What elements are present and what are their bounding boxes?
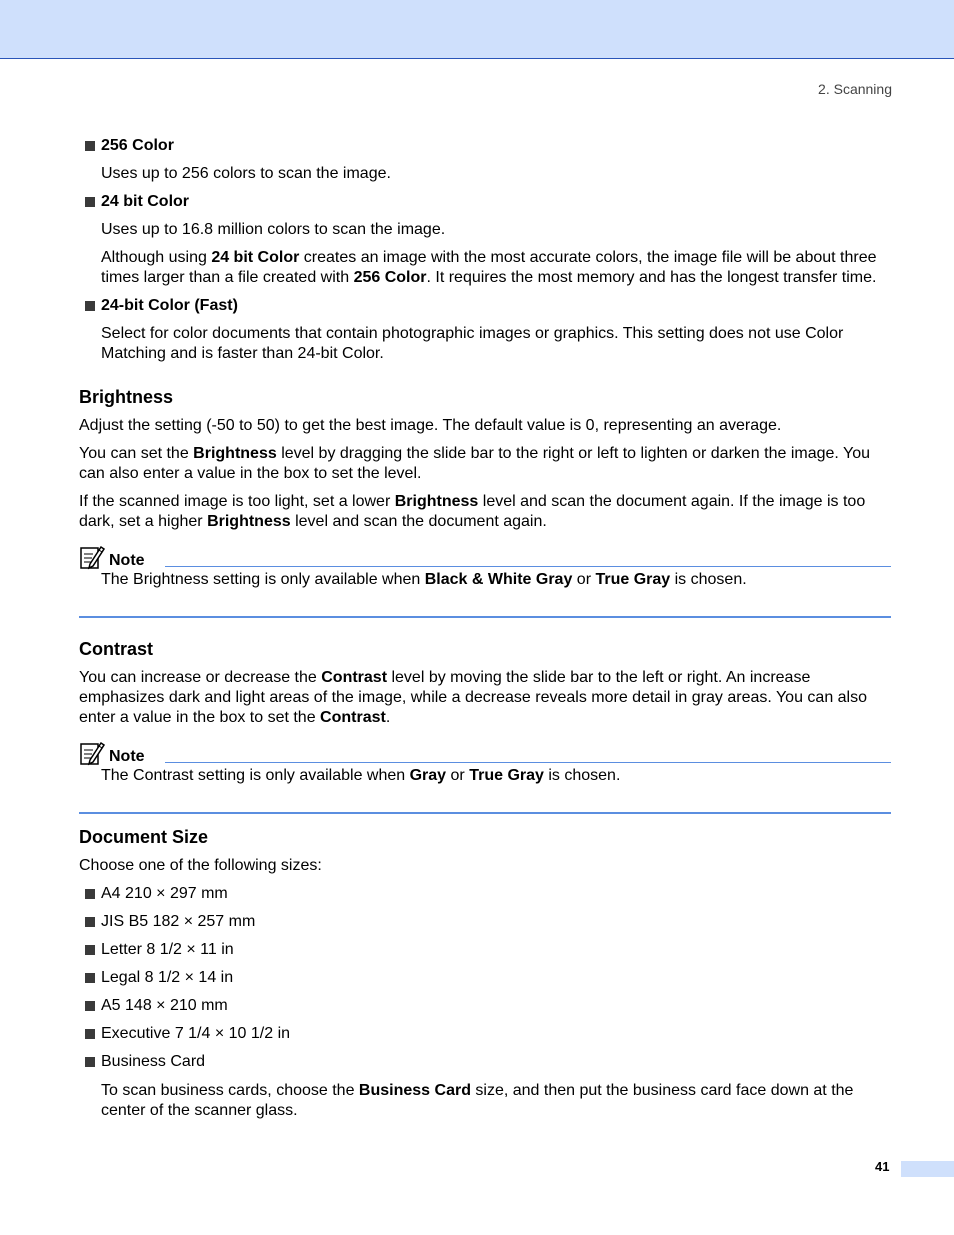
brightness-para-2	[79, 444, 891, 484]
document-size-intro: Choose one of the following sizes:	[79, 857, 322, 874]
page-number: 41	[875, 1159, 890, 1174]
text-run: creates an image with the most accurate colors, the image file will be about three times larger than a file created with	[101, 249, 877, 286]
text-run: level by dragging the slide bar to the right or left to lighten or darken the image. You can also enter a value in the box to set the level.	[79, 445, 871, 482]
note-header	[79, 544, 891, 570]
text-run: The Contrast setting is only available when	[101, 767, 410, 784]
text-run: Although using	[101, 249, 212, 266]
chapter-label: 2. Scanning	[818, 81, 892, 97]
brightness-note-text	[79, 570, 891, 590]
bold-run: Black & White Gray	[424, 571, 573, 588]
bold-run: Brightness	[207, 513, 291, 530]
business-card-instructions	[79, 1081, 891, 1121]
header-band	[0, 0, 954, 59]
desc-24-bit-color: Uses up to 16.8 million colors to scan the image.	[101, 221, 446, 238]
bold-run: Contrast	[320, 709, 386, 726]
note-rule	[165, 762, 891, 763]
desc-256-color: Uses up to 256 colors to scan the image.	[101, 165, 391, 182]
size-item-executive: Executive 7 1/4 × 10 1/2 in	[79, 1024, 891, 1044]
bold-run: True Gray	[595, 571, 671, 588]
contrast-para-1	[79, 668, 891, 728]
bullet-24-bit-fast: 24-bit Color (Fast)	[79, 296, 891, 316]
note-label: Note	[109, 552, 145, 569]
text-run: level and scan the document again.	[290, 513, 547, 530]
bold-run: 24 bit Color	[211, 249, 300, 266]
text-run: .	[385, 709, 391, 726]
size-item-letter: Letter 8 1/2 × 11 in	[79, 940, 891, 960]
text-run: level and scan the document again. If the image is too dark, set a higher	[79, 493, 866, 530]
text-run: You can set the	[79, 445, 194, 462]
size-item-a4: A4 210 × 297 mm	[79, 884, 891, 904]
bullet-24-bit-color: 24 bit Color	[79, 192, 891, 212]
bold-run: Brightness	[193, 445, 277, 462]
text-run: or	[572, 571, 596, 588]
desc-24-bit-fast: Select for color documents that contain photographic images or graphics. This setting does not use Color Matching and is faster than 24-bit Color.	[101, 325, 844, 362]
heading-brightness: Brightness	[79, 387, 174, 407]
note-header	[79, 740, 891, 766]
note-rule	[165, 566, 891, 567]
text-run: or	[446, 767, 470, 784]
contrast-note-text	[79, 766, 891, 786]
footer-band	[901, 1161, 954, 1177]
text-run: level by moving the slide bar to the left or right. An increase emphasizes dark and light areas of the image, while a decrease reveals more detail in gray areas. You can also enter a value in the box to set the	[79, 669, 868, 726]
page-content	[79, 136, 891, 1121]
note-pencil-icon	[79, 740, 105, 766]
bold-run: Contrast	[321, 669, 388, 686]
note-label: Note	[109, 748, 145, 765]
note-pencil-icon	[79, 544, 105, 570]
text-run: The Brightness setting is only available when	[101, 571, 425, 588]
bullet-256-color: 256 Color	[79, 136, 891, 156]
size-item-business-card: Business Card	[79, 1052, 891, 1072]
brightness-para-3	[79, 492, 891, 532]
text-run: You can increase or decrease the	[79, 669, 322, 686]
para-24-bit-size	[79, 248, 891, 288]
brightness-para-1: Adjust the setting (-50 to 50) to get the best image. The default value is 0, representing an average.	[79, 417, 782, 434]
size-item-jis-b5: JIS B5 182 × 257 mm	[79, 912, 891, 932]
text-run: If the scanned image is too light, set a lower	[79, 493, 395, 510]
contrast-note	[79, 740, 891, 814]
bold-run: Brightness	[394, 493, 479, 510]
text-run: size, and then put the business card face down at the center of the scanner glass.	[101, 1082, 854, 1119]
heading-contrast: Contrast	[79, 639, 154, 659]
size-item-legal: Legal 8 1/2 × 14 in	[79, 968, 891, 988]
brightness-note	[79, 544, 891, 618]
text-run: To scan business cards, choose the	[101, 1082, 359, 1099]
text-run: is chosen.	[670, 571, 747, 588]
bold-run: 256 Color	[353, 269, 427, 286]
text-run: . It requires the most memory and has the longest transfer time.	[426, 269, 877, 286]
size-item-a5: A5 148 × 210 mm	[79, 996, 891, 1016]
bold-run: Gray	[409, 767, 447, 784]
bold-run: True Gray	[469, 767, 544, 784]
heading-document-size: Document Size	[79, 827, 209, 847]
bold-run: Business Card	[358, 1082, 471, 1099]
text-run: is chosen.	[543, 767, 621, 784]
